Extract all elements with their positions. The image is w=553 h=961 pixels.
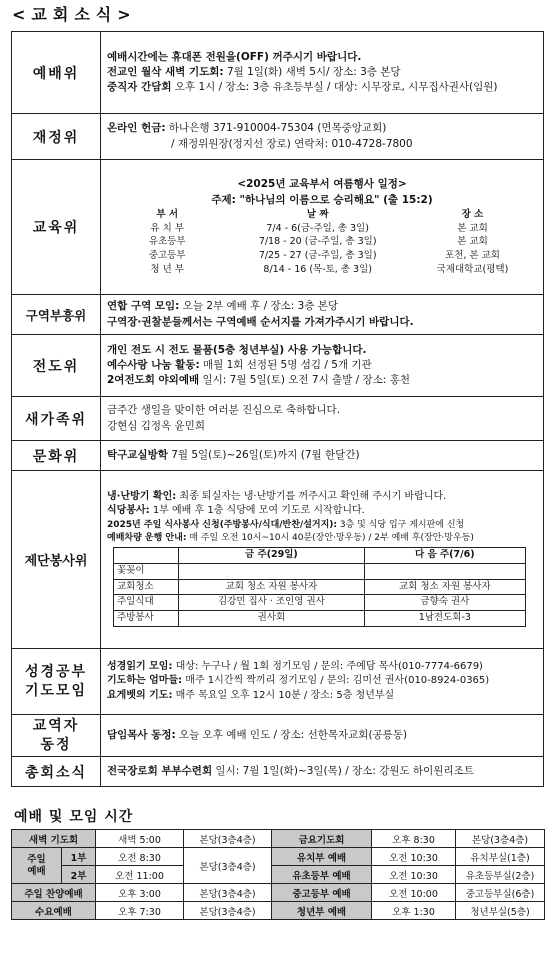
general-content	[101, 757, 544, 787]
general-label: 총회소식	[12, 757, 101, 787]
education-heading: <2025년 교육부서 여름행사 일정>	[237, 178, 407, 191]
row-evangelism	[12, 335, 544, 397]
table-row: 교회청소 교회 청소 자원 봉사자 교회 청소 자원 봉사자	[114, 579, 526, 595]
bible-line-1: 성경읽기 모임: 대상: 누구나 / 월 1회 정기모임 / 문의: 주예담 목사(010-7774-6679)	[107, 660, 483, 672]
services-title: 예배 및 모임 시간	[14, 809, 134, 825]
education-schedule-table	[107, 208, 537, 277]
row-district	[12, 295, 544, 335]
col-dept: 부 서	[156, 208, 179, 220]
row-worship	[12, 32, 544, 114]
services-table	[11, 829, 545, 920]
service-line-3: 2025년 주일 식사봉사 신청(주방봉사/식대/반찬/설거지): 3층 및 식당 입구 게시판에 신청	[107, 519, 465, 530]
bible-line-2: 기도하는 엄마들: 매주 1시간씩 짝끼리 정기모임 / 문의: 김미선 권사(010-8924-0365)	[107, 675, 490, 687]
finance-line-1: 온라인 헌금: 하나은행 371-910004-75304 (면목중앙교회)	[107, 122, 387, 135]
evangelism-line-1: 개인 전도 시 전도 물품(5층 청년부실) 사용 가능합니다.	[107, 343, 367, 356]
bible-label: 성경공부 기도모임	[12, 649, 101, 715]
service-line-1: 냉·난방기 확인: 최종 퇴실자는 냉·난방기를 꺼주시고 확인해 주시기 바랍니다.	[107, 490, 447, 502]
district-content	[101, 295, 544, 335]
week-header-row	[114, 548, 526, 564]
worship-line-1: 예배시간에는 휴대폰 전원을(OFF) 꺼주시기 바랍니다.	[107, 50, 362, 63]
col-place: 장 소	[461, 208, 484, 220]
district-line-2: 구역장·권찰분들께서는 구역예배 순서지를 가져가주시기 바랍니다.	[107, 315, 414, 328]
evangelism-label: 전도위	[12, 335, 101, 397]
mission-content	[101, 715, 544, 757]
week-next-head: 다 음 주(7/6)	[364, 548, 525, 564]
col-date: 날 짜	[306, 208, 329, 220]
evangelism-line-3: 2여전도회 야외예배 일시: 7월 5일(토) 오전 7시 출발 / 장소: 홍천	[107, 374, 410, 387]
table-row: 주일 예배 1부 오전 8:30 본당(3층4층) 유치부 예배 오전 10:30 유치부실(1층)	[12, 848, 545, 866]
finance-line-2: / 재정위원장(정지선 장로) 연락처: 010-4728-7800	[171, 137, 413, 150]
week-this-head: 금 주(29일)	[179, 548, 365, 564]
row-general	[12, 757, 544, 787]
table-row: 수요예배 오후 7:30 본당(3층4층) 청년부 예배 오후 1:30 청년부실(5층)	[12, 902, 545, 920]
table-row: 주일 찬양예배 오후 3:00 본당(3층4층) 중고등부 예배 오전 10:00 중고등부실(6층)	[12, 884, 545, 902]
row-culture	[12, 441, 544, 471]
general-line-1: 전국장로회 부부수련회 일시: 7월 1일(화)~3일(목) / 장소: 강원도 하이원리조트	[107, 764, 474, 777]
service-week-table	[113, 547, 526, 627]
evangelism-line-2: 예수사랑 나눔 활동: 매월 1회 선정된 5명 섬김 / 5개 기관	[107, 358, 372, 371]
worship-line-2: 전교인 월삭 새벽 기도회: 7월 1일(화) 새벽 5시/ 장소: 3층 본당	[107, 65, 401, 78]
row-mission	[12, 715, 544, 757]
row-newfamily	[12, 397, 544, 441]
table-row: 새벽 기도회 새벽 5:00 본당(3층4층) 금요기도회 오후 8:30 본당(3층4층)	[12, 830, 545, 848]
worship-label: 예배위	[12, 32, 101, 114]
table-row: 청 년 부 8/14 - 16 (목-토, 총 3일) 국제대학교(평택)	[150, 263, 509, 275]
district-line-1: 연합 구역 모임: 오늘 2부 예배 후 / 장소: 3층 본당	[107, 300, 339, 313]
church-news-table	[11, 31, 544, 787]
page-title: <교회소식>	[12, 5, 137, 24]
mission-label: 교역자 동정	[12, 715, 101, 757]
education-theme: 주제: "하나님의 이름으로 승리해요" (출 15:2)	[211, 193, 433, 206]
newfamily-label: 새가족위	[12, 397, 101, 441]
table-row: 2부 오전 11:00 유초등부 예배 오전 10:30 유초등부실(2층)	[12, 866, 545, 884]
culture-line-1: 탁구교실방학 7월 5일(토)~26일(토)까지 (7월 한달간)	[107, 448, 360, 461]
newfamily-content	[101, 397, 544, 441]
worship-content	[101, 32, 544, 114]
table-row: 주일식대 김강민 집사 · 조인영 권사 금향숙 권사	[114, 595, 526, 611]
row-service	[12, 471, 544, 649]
newfamily-line-2: 강현심 김정옥 윤민희	[107, 419, 205, 432]
table-row: 유 치 부 7/4 - 6(금-주일, 총 3일) 본 교회	[150, 222, 488, 234]
row-finance	[12, 114, 544, 160]
culture-label: 문화위	[12, 441, 101, 471]
table-row: 중고등부 7/25 - 27 (금-주일, 총 3일) 포천, 본 교회	[148, 250, 500, 262]
table-row: 꽃꽂이	[114, 563, 526, 579]
education-label: 교육위	[12, 160, 101, 295]
district-label: 구역부흥위	[12, 295, 101, 335]
education-header-row	[107, 208, 537, 222]
culture-content	[101, 441, 544, 471]
evangelism-content	[101, 335, 544, 397]
table-row: 주방봉사 권사회 1남전도회-3	[114, 611, 526, 627]
row-bible	[12, 649, 544, 715]
table-row: 유초등부 7/18 - 20 (금-주일, 총 3일) 본 교회	[148, 236, 488, 248]
worship-line-3: 중직자 간담회 오후 1시 / 장소: 3층 유초등부실 / 대상: 시무장로, 시무집사권사(임원)	[107, 81, 498, 94]
service-label: 제단봉사위	[12, 471, 101, 649]
row-education	[12, 160, 544, 295]
service-content	[101, 471, 544, 649]
bible-line-3: 요게벳의 기도: 매주 목요일 오후 12시 10분 / 장소: 5층 청년부실	[107, 689, 395, 701]
education-content	[101, 160, 544, 295]
finance-label: 재정위	[12, 114, 101, 160]
bible-content	[101, 649, 544, 715]
finance-content	[101, 114, 544, 160]
newfamily-line-1: 금주간 생일을 맞이한 여러분 진심으로 축하합니다.	[107, 404, 341, 417]
service-line-2: 식당봉사: 1부 예배 후 1층 식당에 모여 기도로 시작합니다.	[107, 505, 365, 517]
mission-line-1: 담임목사 동정: 오늘 오후 예배 인도 / 장소: 선한목자교회(공릉동)	[107, 728, 408, 741]
service-line-4: 예배차량 운행 안내: 매 주일 오전 10시~10시 40분(장안·망우동) / 2부 예배 후(장안·망우동)	[107, 532, 474, 543]
